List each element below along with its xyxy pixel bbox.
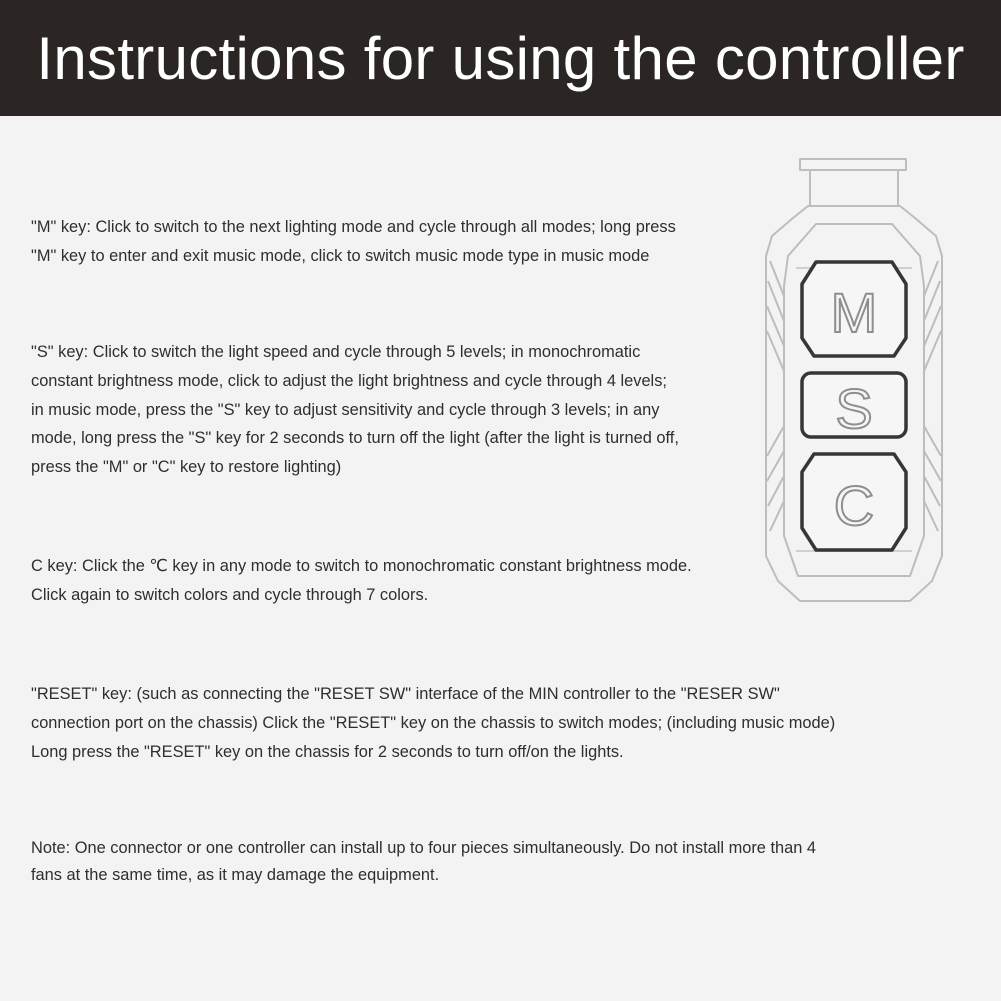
s-key-line-4: mode, long press the "S" key for 2 seconds to turn off the light (after the light is turned off, — [31, 429, 679, 448]
s-key-line-1: "S" key: Click to switch the light speed and cycle through 5 levels; in monochromatic — [31, 343, 641, 361]
reset-key-line-3: Long press the "RESET" key on the chassis for 2 seconds to turn off/on the lights. — [31, 742, 624, 761]
note-line-1: Note: One connector or one controller can install up to four pieces simultaneously. Do not install more than 4 — [31, 839, 817, 857]
s-key-line-5: press the "M" or "C" key to restore lighting) — [31, 458, 342, 477]
page-header — [0, 0, 1001, 116]
c-key-line-1: C key: Click the ℃ key in any mode to switch to monochromatic constant brightness mode. — [31, 557, 692, 575]
note-line-2: fans at the same time, as it may damage the equipment. — [31, 866, 440, 884]
m-button-label: M — [830, 281, 878, 344]
controller-illustration — [760, 156, 950, 606]
s-key-line-2: constant brightness mode, click to adjust the light brightness and cycle through 4 levels; — [31, 371, 667, 390]
m-key-instructions — [31, 213, 676, 271]
m-key-line-2: "M" key to enter and exit music mode, click to switch music mode type in music mode — [31, 246, 650, 265]
s-button-label: S — [835, 377, 873, 440]
connector-neck — [810, 170, 898, 206]
m-key-line-1: "M" key: Click to switch to the next lighting mode and cycle through all modes; long press — [31, 218, 676, 236]
page-title: Instructions for using the controller — [36, 24, 965, 92]
reset-key-line-2: connection port on the chassis) Click the "RESET" key on the chassis to switch modes; (including music mode) — [31, 713, 836, 732]
s-key-line-3: in music mode, press the "S" key to adjust sensitivity and cycle through 3 levels; in any — [31, 400, 660, 419]
note — [31, 835, 816, 889]
reset-key-line-1: "RESET" key: (such as connecting the "RESET SW" interface of the MIN controller to the "RESER SW" — [31, 685, 780, 703]
s-key-instructions — [31, 338, 679, 482]
c-key-line-2: Click again to switch colors and cycle through 7 colors. — [31, 585, 429, 604]
connector-cap — [800, 159, 906, 170]
c-key-instructions — [31, 552, 692, 610]
c-button-label: C — [833, 474, 875, 537]
reset-key-instructions — [31, 680, 835, 766]
